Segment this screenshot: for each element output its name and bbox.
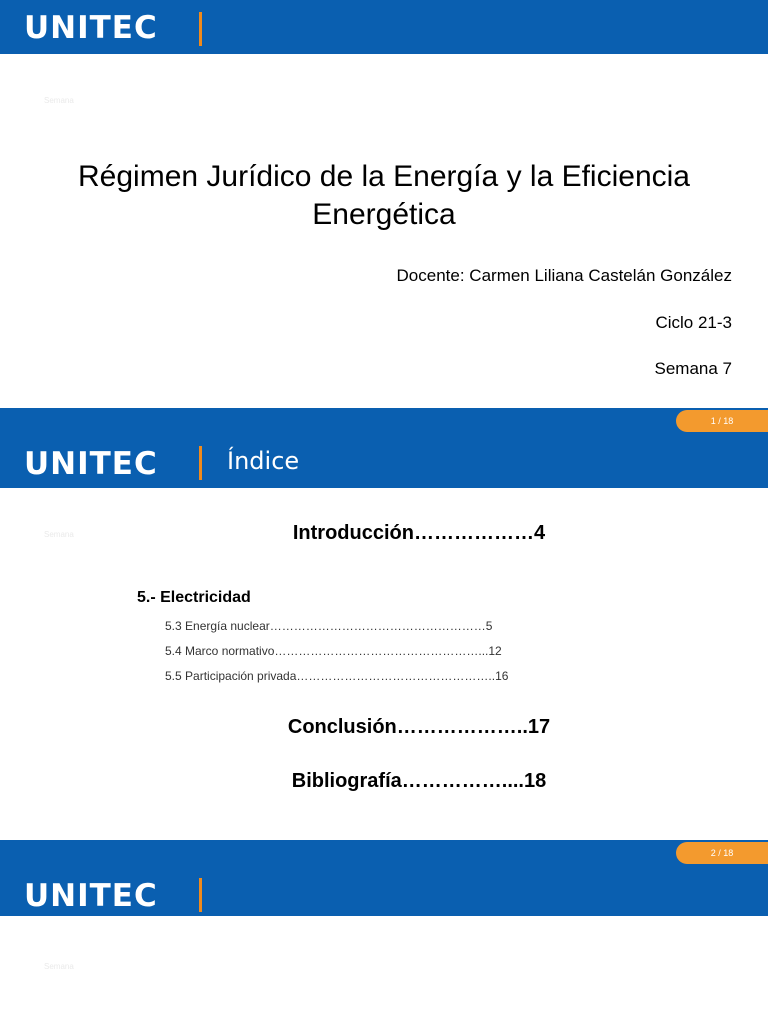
toc-item-energia-nuclear: 5.3 Energía nuclear………………………………………………5 [165, 619, 493, 633]
faint-label: Semana [44, 962, 74, 971]
toc-bibliografia: Bibliografía……………....18 [291, 770, 547, 792]
title-line-1: Régimen Jurídico de la Energía y la Eficiencia [78, 160, 690, 193]
docente-line: Docente: Carmen Liliana Castelán González [396, 266, 732, 285]
logo-divider [199, 12, 202, 46]
slide-header-title: Índice [227, 447, 300, 475]
unitec-logo: UNITEC [24, 10, 158, 46]
faint-label: Semana [44, 96, 74, 105]
faint-label: Semana [44, 530, 74, 539]
document-title [0, 158, 768, 234]
page-badge: 1 / 18 [676, 410, 768, 432]
page-badge: 2 / 18 [676, 842, 768, 864]
logo-divider [199, 446, 202, 480]
toc-section-electricidad: 5.- Electricidad [137, 589, 251, 606]
semana-line: Semana 7 [654, 359, 732, 378]
toc-conclusion: Conclusión………………..17 [287, 716, 551, 738]
title-line-2: Energética [312, 198, 456, 231]
unitec-logo: UNITEC [24, 878, 158, 914]
ciclo-line: Ciclo 21-3 [655, 313, 732, 332]
toc-introduccion: Introducción………………4 [292, 522, 546, 544]
toc-item-participacion-privada: 5.5 Participación privada…………………………………………..16 [165, 669, 509, 683]
toc-item-marco-normativo: 5.4 Marco normativo……………………………………………...12 [165, 644, 502, 658]
logo-divider [199, 878, 202, 912]
unitec-logo: UNITEC [24, 446, 158, 482]
